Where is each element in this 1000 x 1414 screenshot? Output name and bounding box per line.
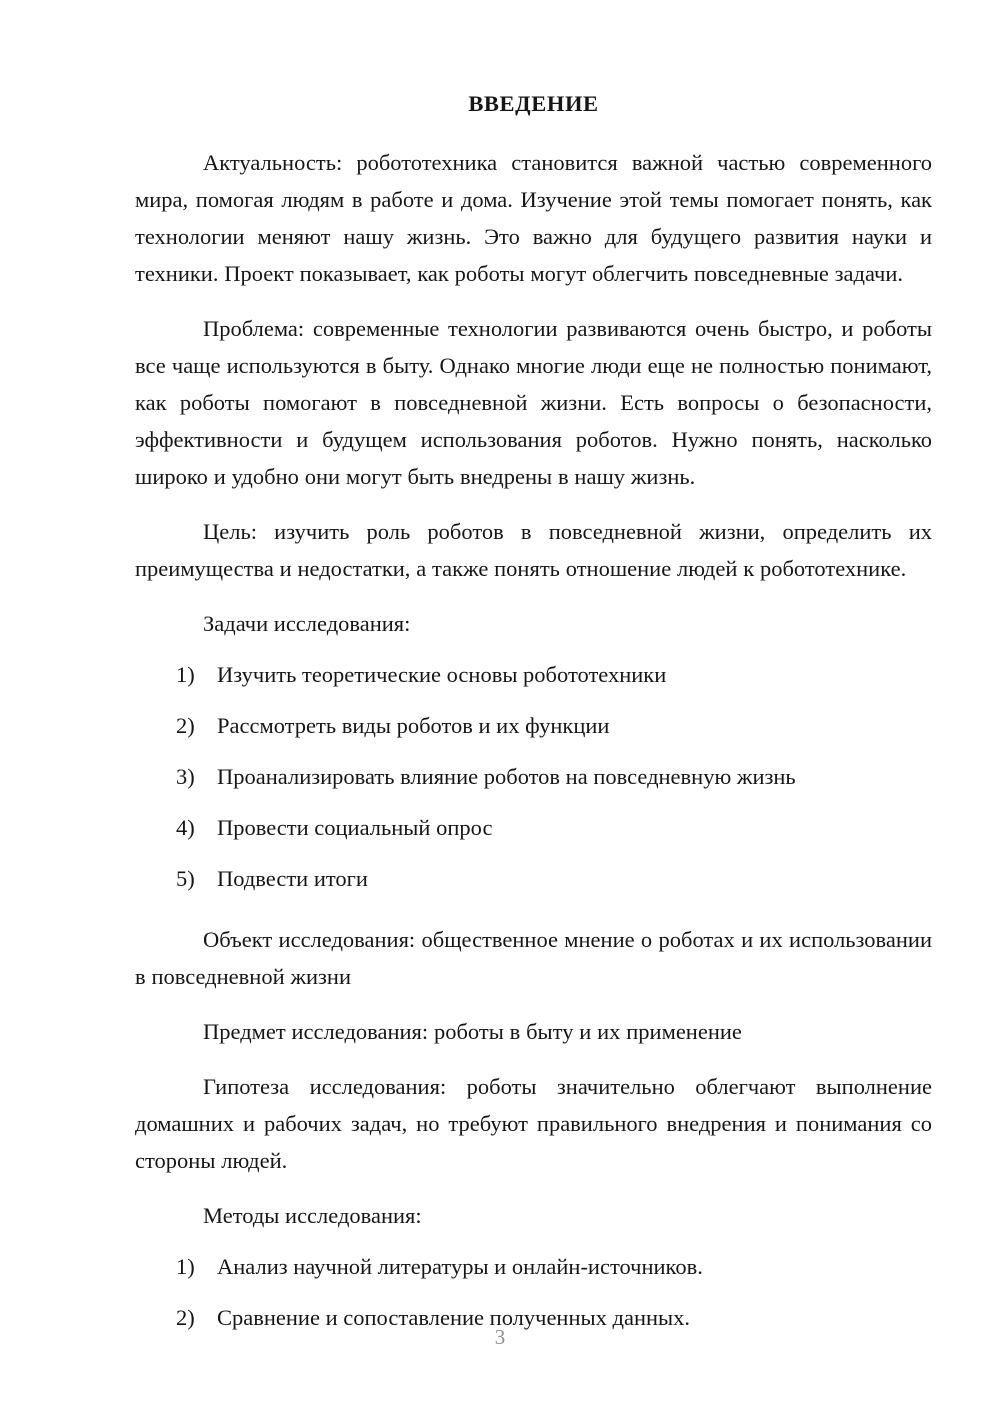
tasks-label: Задачи исследования:: [203, 611, 411, 637]
list-item: [176, 707, 932, 744]
list-marker: 3): [176, 764, 195, 790]
list-item-label: Анализ научной литературы и онлайн-источников.: [217, 1254, 703, 1280]
methods-label: Методы исследования:: [203, 1203, 422, 1229]
list-item: [176, 656, 932, 693]
list-marker: 5): [176, 866, 195, 892]
list-marker: 1): [176, 662, 195, 688]
tasks-list: [135, 656, 932, 897]
page-title: ВВЕДЕНИЕ: [468, 91, 599, 116]
document-body: [135, 90, 932, 1350]
list-marker: 1): [176, 1254, 195, 1280]
list-marker: 2): [176, 713, 195, 739]
list-item-label: Подвести итоги: [217, 866, 368, 892]
list-item-label: Провести социальный опрос: [217, 815, 493, 841]
paragraph-subject: Предмет исследования: роботы в быту и их применение: [203, 1019, 742, 1045]
paragraph-goal: Цель: изучить роль роботов в повседневной жизни, определить их преимущества и недостатки, а также понять отношение людей к робототехнике.: [135, 519, 932, 582]
page-number: 3: [494, 1325, 506, 1349]
spacer: [135, 911, 932, 921]
paragraph-object: Объект исследования: общественное мнение о роботах и их использовании в повседневной жизни: [135, 927, 932, 990]
list-marker: 4): [176, 815, 195, 841]
list-item: [176, 758, 932, 795]
list-item-label: Проанализировать влияние роботов на повседневную жизнь: [217, 764, 796, 790]
list-item-label: Изучить теоретические основы робототехники: [217, 662, 667, 688]
list-item: [176, 860, 932, 897]
list-item-label: Рассмотреть виды роботов и их функции: [217, 713, 610, 739]
paragraph-problem: Проблема: современные технологии развиваются очень быстро, и роботы все чаще используются в быту. Однако многие люди еще не полностью понимают, как роботы помогают в повседневной жизни. Есть вопросы о безопасности, эффективности и будущем использования роботов. Нужно понять, насколько широко и удобно они могут быть внедрены в нашу жизнь.: [135, 316, 932, 490]
methods-list: [135, 1248, 932, 1336]
paragraph-hypothesis: Гипотеза исследования: роботы значительно облегчают выполнение домашних и рабочих задач, но требуют правильного внедрения и понимания со стороны людей.: [135, 1074, 932, 1174]
list-item: [176, 809, 932, 846]
list-marker: 2): [176, 1305, 195, 1331]
list-item: [176, 1248, 932, 1285]
paragraph-relevance: Актуальность: робототехника становится важной частью современного мира, помогая людям в работе и дома. Изучение этой темы помогает понять, как технологии меняют нашу жизнь. Это важно для будущего развития науки и техники. Проект показывает, как роботы могут облегчить повседневные задачи.: [135, 150, 932, 287]
list-item-label: Сравнение и сопоставление полученных данных.: [217, 1305, 691, 1331]
